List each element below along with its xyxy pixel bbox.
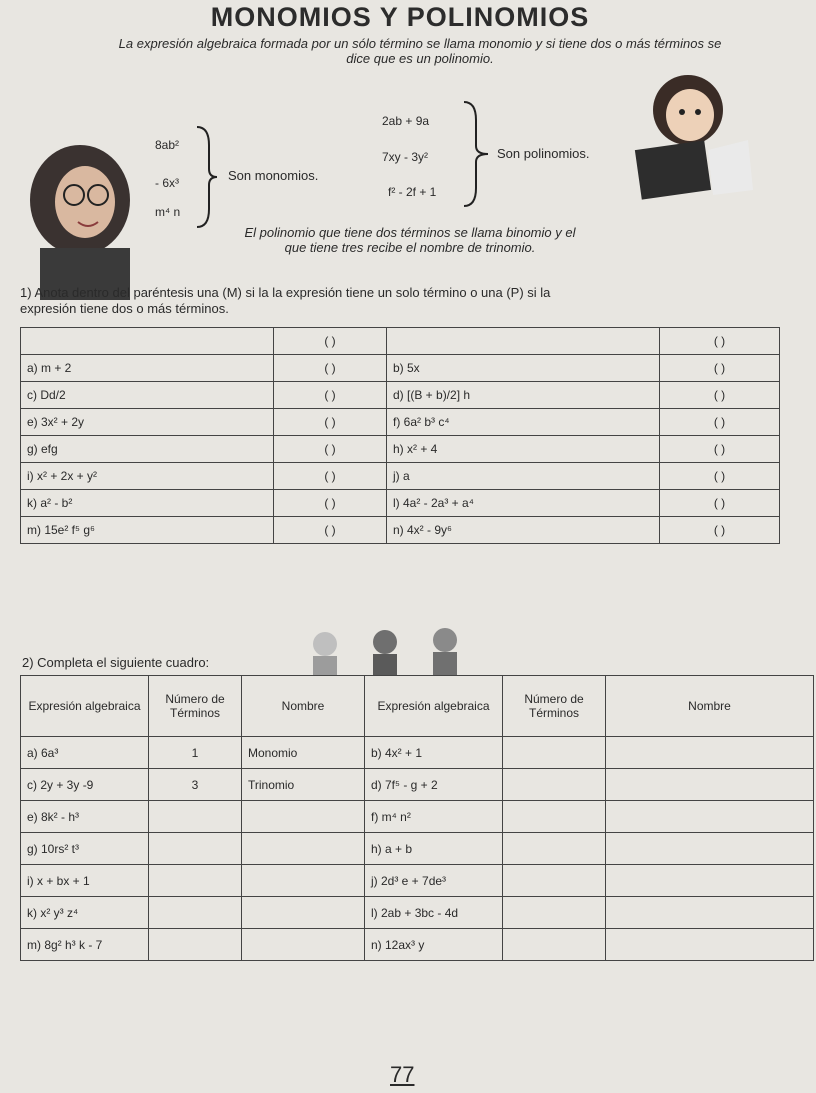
exercise1-instruction [20, 285, 800, 317]
exercise1-right-expression: h) x² + 4 [387, 436, 660, 463]
exercise2-name-left[interactable]: Trinomio [242, 769, 365, 801]
exercise2-name-right[interactable] [606, 897, 814, 929]
exercise1-right-expression [387, 328, 660, 355]
exercise1-right-answer[interactable]: ( ) [660, 436, 780, 463]
exercise1-row [21, 517, 780, 544]
exercise1-left-expression: k) a² - b² [21, 490, 274, 517]
exercise2-terms-left[interactable] [149, 833, 242, 865]
exercise1-left-answer[interactable]: ( ) [274, 382, 387, 409]
header-terms-2: Número de Términos [503, 676, 606, 737]
exercise2-terms-right[interactable] [503, 801, 606, 833]
exercise1-left-expression: c) Dd/2 [21, 382, 274, 409]
polynomial-2: 7xy - 3y² [382, 150, 429, 164]
exercise2-expression-left: e) 8k² - h³ [21, 801, 149, 833]
exercise1-right-expression: l) 4a² - 2a³ + a⁴ [387, 490, 660, 517]
exercise2-row [21, 833, 814, 865]
page-title: MONOMIOS Y POLINOMIOS [210, 2, 590, 32]
monomial-2: - 6x³ [155, 176, 179, 190]
exercise2-expression-right: l) 2ab + 3bc - 4d [365, 897, 503, 929]
exercise1-right-expression: d) [(B + b)/2] h [387, 382, 660, 409]
exercise1-right-expression: b) 5x [387, 355, 660, 382]
exercise2-name-right[interactable] [606, 865, 814, 897]
header-name-1: Nombre [242, 676, 365, 737]
exercise2-expression-right: n) 12ax³ y [365, 929, 503, 961]
exercise2-terms-left[interactable] [149, 929, 242, 961]
monomials-label: Son monomios. [228, 168, 319, 183]
exercise2-name-left[interactable] [242, 833, 365, 865]
exercise2-terms-right[interactable] [503, 769, 606, 801]
exercise1-row [21, 436, 780, 463]
exercise1-row [21, 409, 780, 436]
exercise2-expression-left: k) x² y³ z⁴ [21, 897, 149, 929]
exercise1-right-answer[interactable]: ( ) [660, 517, 780, 544]
exercise2-expression-right: f) m⁴ n² [365, 801, 503, 833]
polynomial-1: 2ab + 9a [382, 114, 430, 128]
exercise1-left-answer[interactable]: ( ) [274, 355, 387, 382]
exercise1-left-expression: g) efg [21, 436, 274, 463]
exercise2-terms-right[interactable] [503, 833, 606, 865]
reading-girl-illustration [628, 70, 768, 220]
exercise2-terms-right[interactable] [503, 865, 606, 897]
exercise2-name-left[interactable] [242, 929, 365, 961]
exercise2-name-left[interactable]: Monomio [242, 737, 365, 769]
polynomials-label: Son polinomios. [497, 146, 590, 161]
exercise1-right-expression: f) 6a² b³ c⁴ [387, 409, 660, 436]
exercise2-terms-right[interactable] [503, 737, 606, 769]
exercise2-terms-right[interactable] [503, 929, 606, 961]
header-terms-1: Número de Términos [149, 676, 242, 737]
exercise1-left-expression: i) x² + 2x + y² [21, 463, 274, 490]
exercise1-left-answer[interactable]: ( ) [274, 409, 387, 436]
exercise2-terms-left[interactable] [149, 801, 242, 833]
exercise2-expression-right: b) 4x² + 1 [365, 737, 503, 769]
exercise2-expression-left: m) 8g² h³ k - 7 [21, 929, 149, 961]
exercise1-left-expression: e) 3x² + 2y [21, 409, 274, 436]
header-expression-2: Expresión algebraica [365, 676, 503, 737]
exercise1-right-answer[interactable]: ( ) [660, 463, 780, 490]
exercise2-row [21, 929, 814, 961]
note-line-1: El polinomio que tiene dos términos se llama binomio y el [244, 225, 576, 240]
exercise2-expression-left: i) x + bx + 1 [21, 865, 149, 897]
exercise1-left-answer[interactable]: ( ) [274, 490, 387, 517]
exercise1-right-answer[interactable]: ( ) [660, 490, 780, 517]
exercise2-row [21, 897, 814, 929]
exercise2-row [21, 801, 814, 833]
exercise1-left-answer[interactable]: ( ) [274, 436, 387, 463]
monomial-3: m⁴ n [155, 205, 181, 219]
exercise2-row [21, 769, 814, 801]
exercise2-name-right[interactable] [606, 769, 814, 801]
exercise1-row [21, 328, 780, 355]
exercise2-name-left[interactable] [242, 801, 365, 833]
exercise2-terms-left[interactable]: 1 [149, 737, 242, 769]
right-brace-icon-2 [462, 100, 492, 210]
teacher-illustration [0, 140, 150, 300]
monomial-1: 8ab² [155, 138, 180, 152]
exercise1-row [21, 463, 780, 490]
header-expression-1: Expresión algebraica [21, 676, 149, 737]
exercise1-instruction-line-2: expresión tiene dos o más términos. [20, 301, 229, 316]
exercise2-expression-right: d) 7f⁵ - g + 2 [365, 769, 503, 801]
exercise1-right-answer[interactable]: ( ) [660, 382, 780, 409]
exercise1-left-answer[interactable]: ( ) [274, 517, 387, 544]
exercise1-left-expression [21, 328, 274, 355]
exercise2-name-right[interactable] [606, 737, 814, 769]
exercise2-expression-left: a) 6a³ [21, 737, 149, 769]
kids-illustration [300, 626, 480, 678]
exercise2-terms-left[interactable] [149, 897, 242, 929]
exercise2-name-left[interactable] [242, 865, 365, 897]
note-line-2: que tiene tres recibe el nombre de trinomio. [284, 240, 536, 255]
exercise2-expression-right: h) a + b [365, 833, 503, 865]
exercise2-expression-left: c) 2y + 3y -9 [21, 769, 149, 801]
exercise1-right-expression: n) 4x² - 9y⁶ [387, 517, 660, 544]
exercise1-row [21, 355, 780, 382]
intro-line-1: La expresión algebraica formada por un sólo término se llama monomio y si tiene dos o más términos se [118, 36, 722, 51]
exercise2-instruction: 2) Completa el siguiente cuadro: [22, 655, 210, 670]
exercise1-row [21, 490, 780, 517]
intro-line-2: dice que es un polinomio. [346, 51, 494, 66]
exercise2-name-right[interactable] [606, 833, 814, 865]
exercise1-instruction-line-1: 1) Anota dentro del paréntesis una (M) si la la expresión tiene un solo término o una (P) si la [20, 285, 551, 300]
right-brace-icon [195, 125, 219, 230]
exercise2-name-left[interactable] [242, 897, 365, 929]
exercise1-right-expression: j) a [387, 463, 660, 490]
page-number: 77 [390, 1062, 415, 1087]
exercise1-left-expression: m) 15e² f⁵ g⁶ [21, 517, 274, 544]
exercise2-name-right[interactable] [606, 929, 814, 961]
exercise2-terms-right[interactable] [503, 897, 606, 929]
binomial-trinomial-note [150, 225, 670, 255]
exercise2-expression-right: j) 2d³ e + 7de³ [365, 865, 503, 897]
header-name-2: Nombre [606, 676, 814, 737]
exercise1-left-answer[interactable]: ( ) [274, 463, 387, 490]
exercise1-right-answer[interactable]: ( ) [660, 328, 780, 355]
exercise2-terms-left[interactable] [149, 865, 242, 897]
polynomial-3: f² - 2f + 1 [388, 185, 437, 199]
exercise2-name-right[interactable] [606, 801, 814, 833]
exercise1-table [20, 327, 780, 544]
exercise1-left-expression: a) m + 2 [21, 355, 274, 382]
exercise2-row [21, 737, 814, 769]
exercise1-left-answer[interactable]: ( ) [274, 328, 387, 355]
exercise1-row [21, 382, 780, 409]
exercise2-terms-left[interactable]: 3 [149, 769, 242, 801]
exercise2-table [20, 675, 814, 961]
exercise1-right-answer[interactable]: ( ) [660, 409, 780, 436]
intro-text [40, 36, 800, 66]
exercise1-right-answer[interactable]: ( ) [660, 355, 780, 382]
exercise2-expression-left: g) 10rs² t³ [21, 833, 149, 865]
exercise2-row [21, 865, 814, 897]
